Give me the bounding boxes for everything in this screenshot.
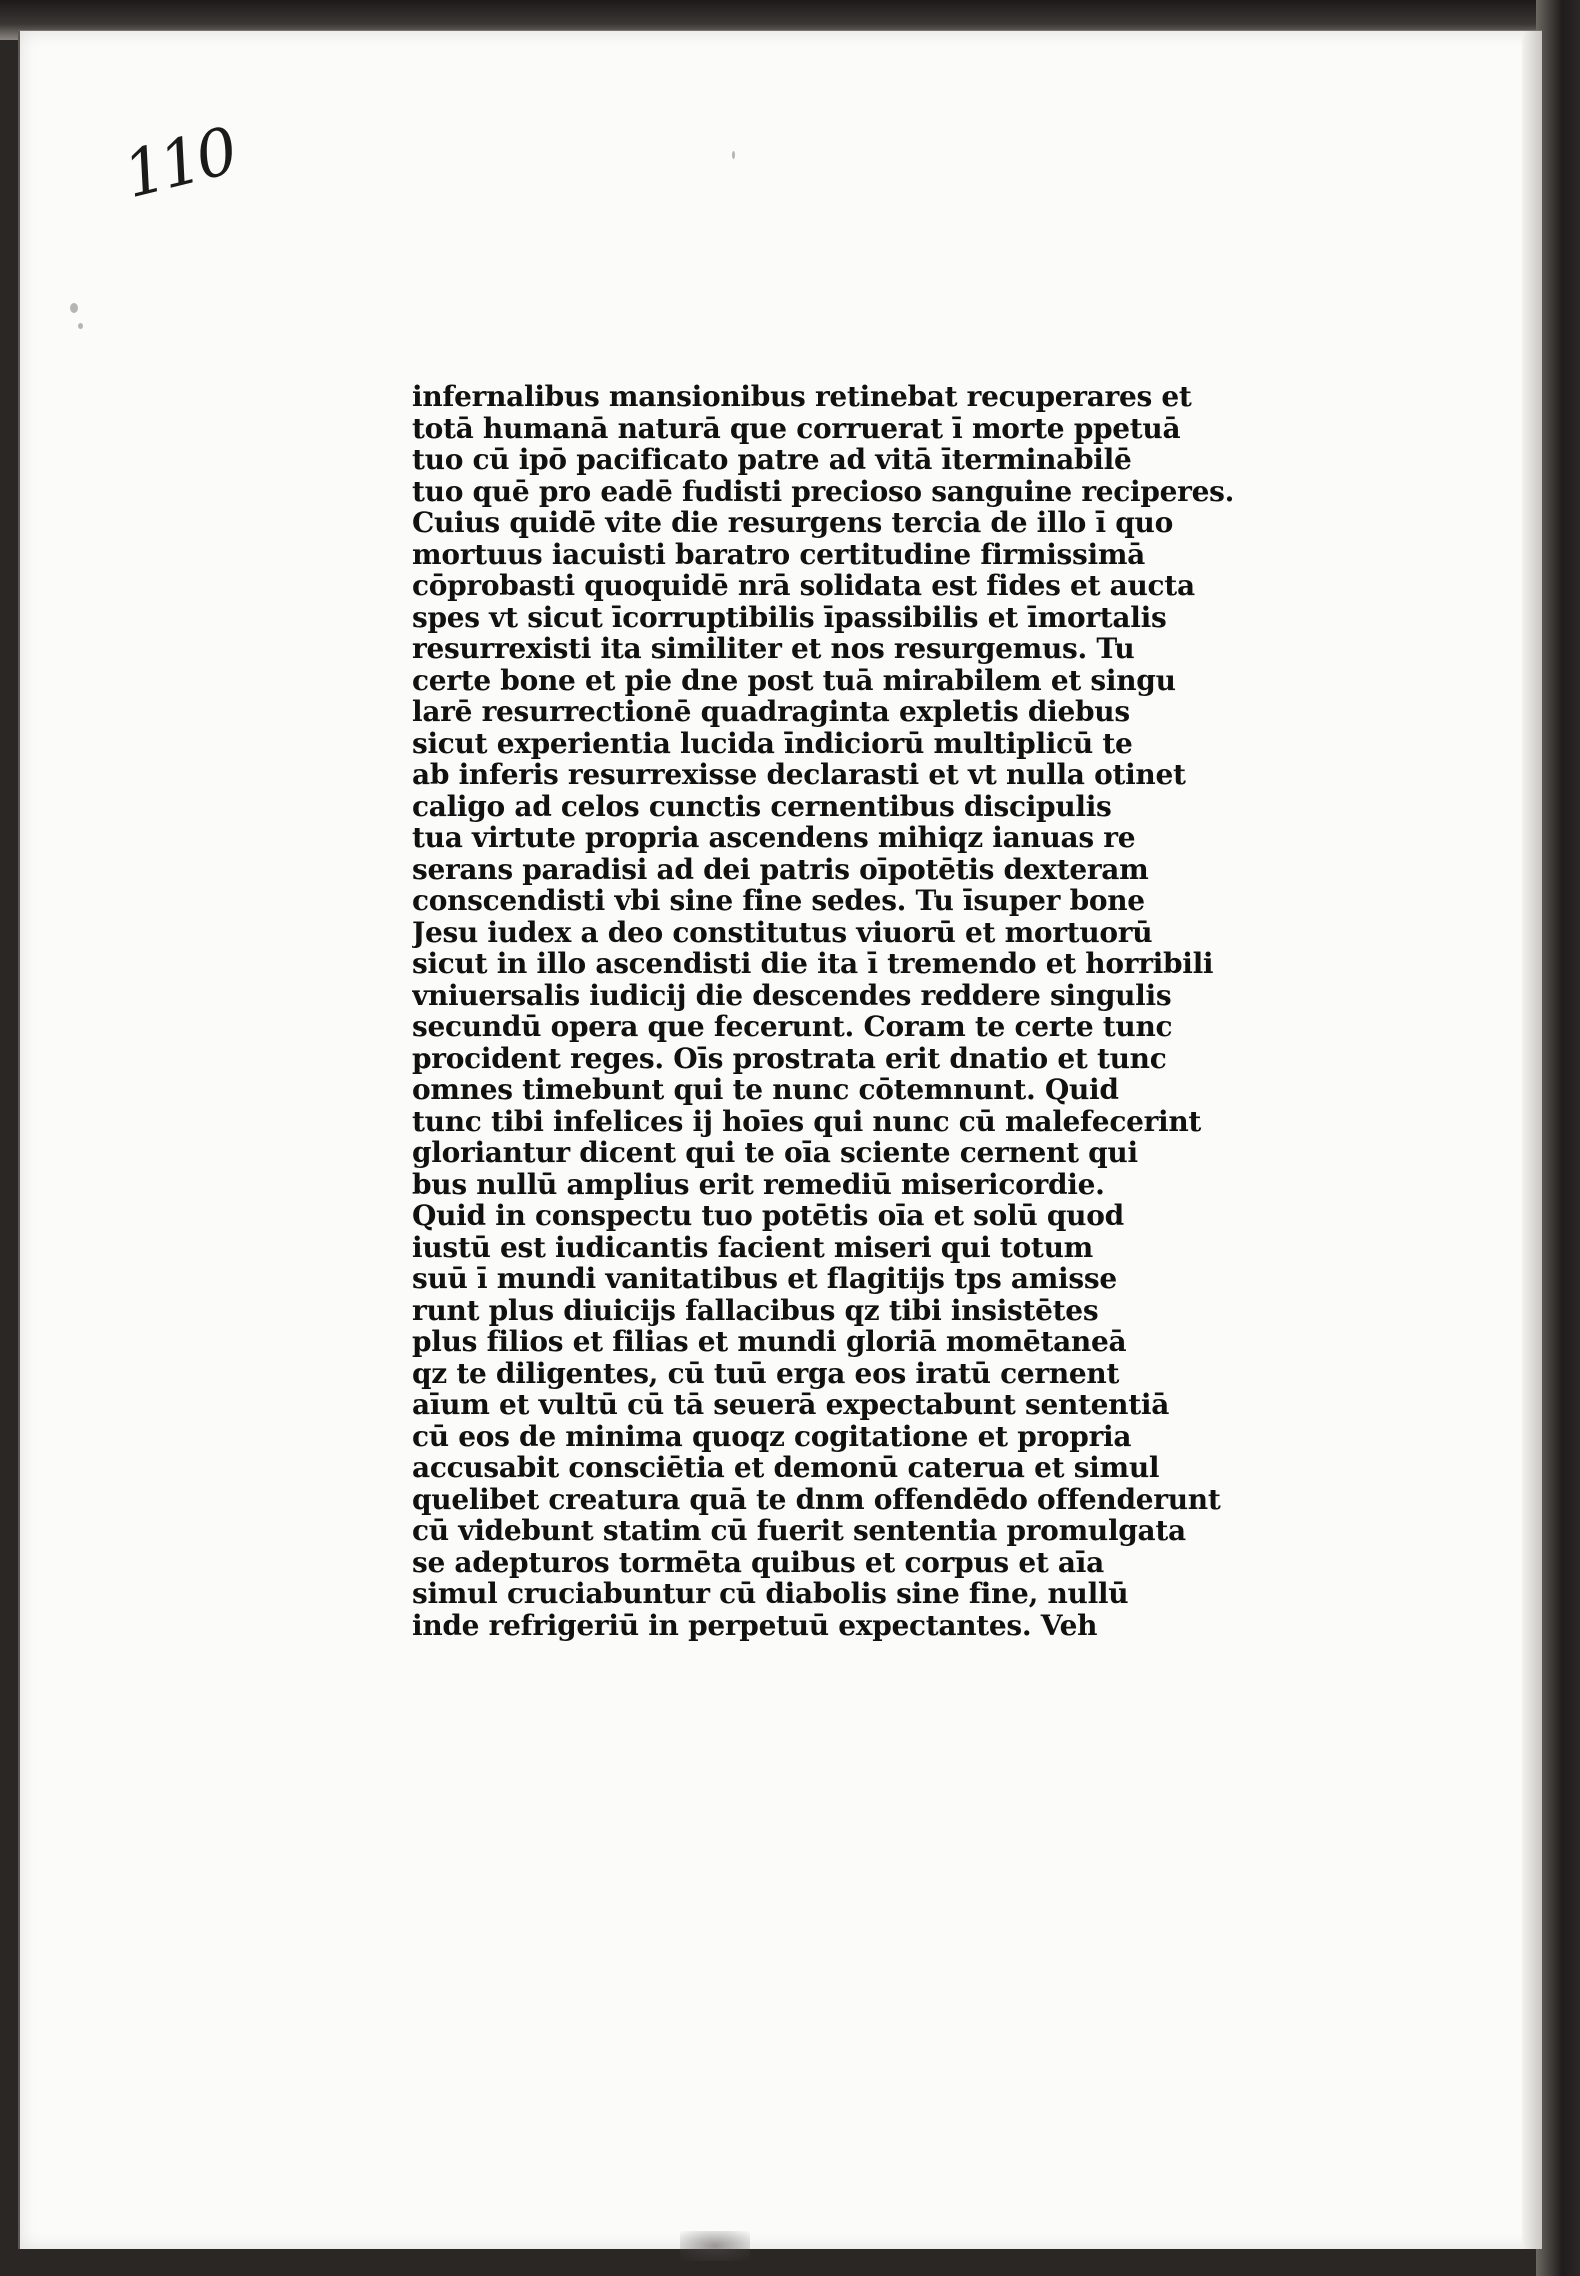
text-line: gloriantur dicent qui te oīa sciente cernent qui — [412, 1137, 1138, 1169]
manuscript-text — [412, 381, 1352, 1641]
text-line: larē resurrectionē quadraginta expletis diebus — [412, 696, 1130, 728]
text-line: cū eos de minima quoqz cogitatione et propria — [412, 1420, 1132, 1452]
text-line: serans paradisi ad dei patris oīpotētis dexteram — [412, 853, 1149, 885]
text-line: iustū est iudicantis facient miseri qui totum — [412, 1231, 1093, 1263]
bottom-smudge — [680, 2231, 750, 2261]
text-line: procident reges. Oīs prostrata erit dnatio et tunc — [412, 1042, 1167, 1074]
text-line: cōprobasti quoquidē nrā solidata est fides et aucta — [412, 570, 1195, 602]
text-line: resurrexisti ita similiter et nos resurgemus. Tu — [412, 633, 1135, 665]
ink-speck — [70, 303, 78, 313]
text-line: tunc tibi infelices ij hoīes qui nunc cū malefecerint — [412, 1105, 1202, 1137]
text-line: infernalibus mansionibus retinebat recuperares et — [412, 381, 1192, 413]
binding-shadow-right — [1536, 0, 1580, 2276]
text-line: runt plus diuicijs fallacibus qz tibi insistētes — [412, 1294, 1099, 1326]
text-line: tuo cū ipō pacificato patre ad vitā īterminabilē — [412, 444, 1132, 476]
text-line: tua virtute propria ascendens mihiqz ianuas re — [412, 822, 1136, 854]
text-line: aīum et vultū cū tā seuerā expectabunt sententiā — [412, 1389, 1170, 1421]
text-line: bus nullū amplius erit remediū misericordie. — [412, 1168, 1105, 1200]
text-line: Jesu iudex a deo constitutus viuorū et mortuorū — [412, 916, 1153, 948]
ink-speck — [732, 151, 735, 159]
page-edge — [1522, 31, 1542, 2249]
ink-speck — [78, 323, 83, 329]
text-line: plus filios et filias et mundi gloriā momētaneā — [412, 1326, 1127, 1358]
text-line: spes vt sicut īcorruptibilis īpassibilis et īmortalis — [412, 601, 1167, 633]
text-line: inde refrigeriū in perpetuū expectantes. Veh — [412, 1609, 1098, 1641]
text-line: accusabit consciētia et demonū caterua et simul — [412, 1452, 1160, 1484]
text-line: totā humanā naturā que corruerat ī morte ppetuā — [412, 412, 1181, 444]
folio-number: 110 — [116, 114, 242, 214]
text-line: caligo ad celos cunctis cernentibus discipulis — [412, 790, 1112, 822]
text-line: Cuius quidē vite die resurgens tercia de illo ī quo — [412, 507, 1173, 539]
text-line: suū ī mundi vanitatibus et flagitijs tps amisse — [412, 1263, 1117, 1295]
text-line: se adepturos tormēta quibus et corpus et aīa — [412, 1546, 1104, 1578]
text-line: tuo quē pro eadē fudisti precioso sanguine reciperes. — [412, 475, 1235, 507]
text-line: qz te diligentes, cū tuū erga eos iratū cernent — [412, 1357, 1120, 1389]
text-line: simul cruciabuntur cū diabolis sine fine, nullū — [412, 1578, 1129, 1610]
text-line: vniuersalis iudicij die descendes reddere singulis — [412, 979, 1172, 1011]
text-line: sicut in illo ascendisti die ita ī tremendo et horribili — [412, 948, 1214, 980]
text-line: conscendisti vbi sine fine sedes. Tu īsuper bone — [412, 885, 1145, 917]
text-line: secundū opera que fecerunt. Coram te certe tunc — [412, 1011, 1173, 1043]
text-line: Quid in conspectu tuo potētis oīa et solū quod — [412, 1200, 1124, 1232]
text-line: ab inferis resurrexisse declarasti et vt nulla otinet — [412, 759, 1186, 791]
text-line: quelibet creatura quā te dnm offendēdo offenderunt — [412, 1483, 1221, 1515]
text-line: mortuus iacuisti baratro certitudine firmissimā — [412, 538, 1145, 570]
text-line: sicut experientia lucida īndiciorū multiplicū te — [412, 727, 1133, 759]
manuscript-page — [18, 30, 1542, 2249]
text-line: certe bone et pie dne post tuā mirabilem et singu — [412, 664, 1176, 696]
text-line: omnes timebunt qui te nunc cōtemnunt. Quid — [412, 1074, 1119, 1106]
text-line: cū videbunt statim cū fuerit sententia promulgata — [412, 1515, 1186, 1547]
